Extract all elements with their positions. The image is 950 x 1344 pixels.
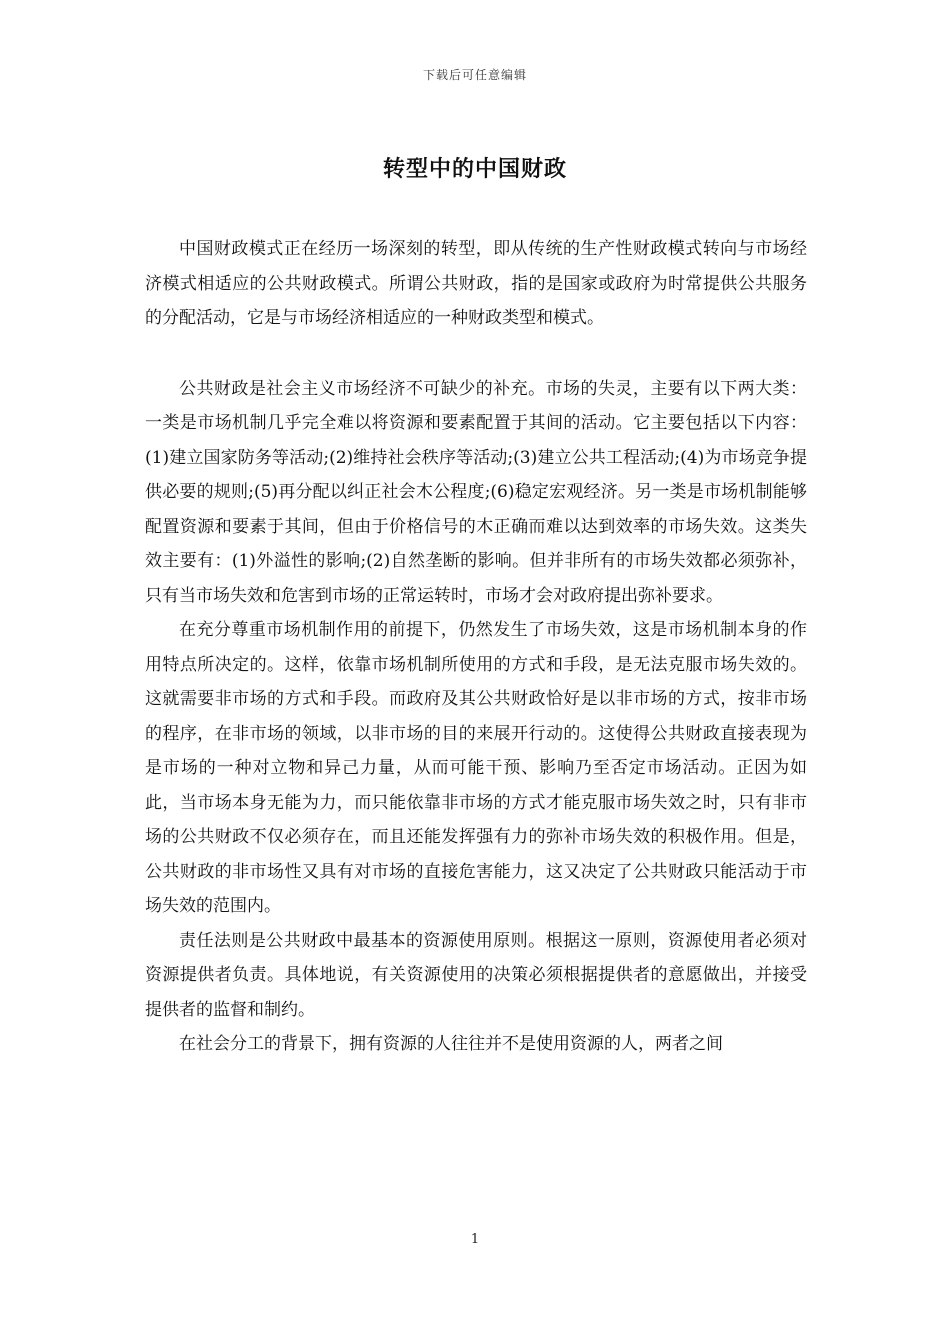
page-header: 下载后可任意编辑 (422, 68, 527, 82)
paragraph: 责任法则是公共财政中最基本的资源使用原则。根据这一原则，资源使用者必须对资源提供者负责。具体地说，有关资源使用的决策必须根据提供者的意愿做出，并接受提供者的监督和制约。 (145, 930, 807, 1020)
paragraph: 公共财政是社会主义市场经济不可缺少的补充。市场的失灵，主要有以下两大类：一类是市场机制几乎完全难以将资源和要素配置于其间的活动。它主要包括以下内容：(1)建立国家防务等活动;(2)维持社会秩序等活动;(3)建立公共工程活动;(4)为市场竞争提供必要的规则;(5)再分配以纠正社会木公程度;(6)稳定宏观经济。另一类是市场机制能够配置资源和要素于其间，但由于价格信号的木正确而难以达到效率的市场失效。这类失效主要有：(1)外溢性的影响;(2)自然垄断的影响。但并非所有的市场失效都必须弥补，只有当市场失效和危害到市场的正常运转时，市场才会对政府提出弥补要求。 (145, 378, 807, 606)
page-number: 1 (470, 1232, 480, 1247)
paragraph: 在社会分工的背景下，拥有资源的人往往并不是使用资源的人，两者之间 (179, 1034, 723, 1054)
paragraph: 在充分尊重市场机制作用的前提下，仍然发生了市场失效，这是市场机制本身的作用特点所决定的。这样，依靠市场机制所使用的方式和手段，是无法克服市场失效的。这就需要非市场的方式和手段。而政府及其公共财政恰好是以非市场的方式，按非市场的程序，在非市场的领域，以非市场的目的来展开行动的。这使得公共财政直接表现为是市场的一种对立物和异己力量，从而可能干预、影响乃至否定市场活动。正因为如此，当市场本身无能为力，而只能依靠非市场的方式才能克服市场失效之时，只有非市场的公共财政不仅必须存在，而且还能发挥强有力的弥补市场失效的积极作用。但是，公共财政的非市场性又具有对市场的直接危害能力，这又决定了公共财政只能活动于市场失效的范围内。 (145, 620, 807, 916)
document-title: 转型中的中国财政 (382, 156, 567, 182)
document-body (145, 232, 807, 1062)
paragraph: 中国财政模式正在经历一场深刻的转型，即从传统的生产性财政模式转向与市场经济模式相适应的公共财政模式。所谓公共财政，指的是国家或政府为时常提供公共服务的分配活动，它是与市场经济相适应的一种财政类型和模式。 (145, 239, 807, 328)
